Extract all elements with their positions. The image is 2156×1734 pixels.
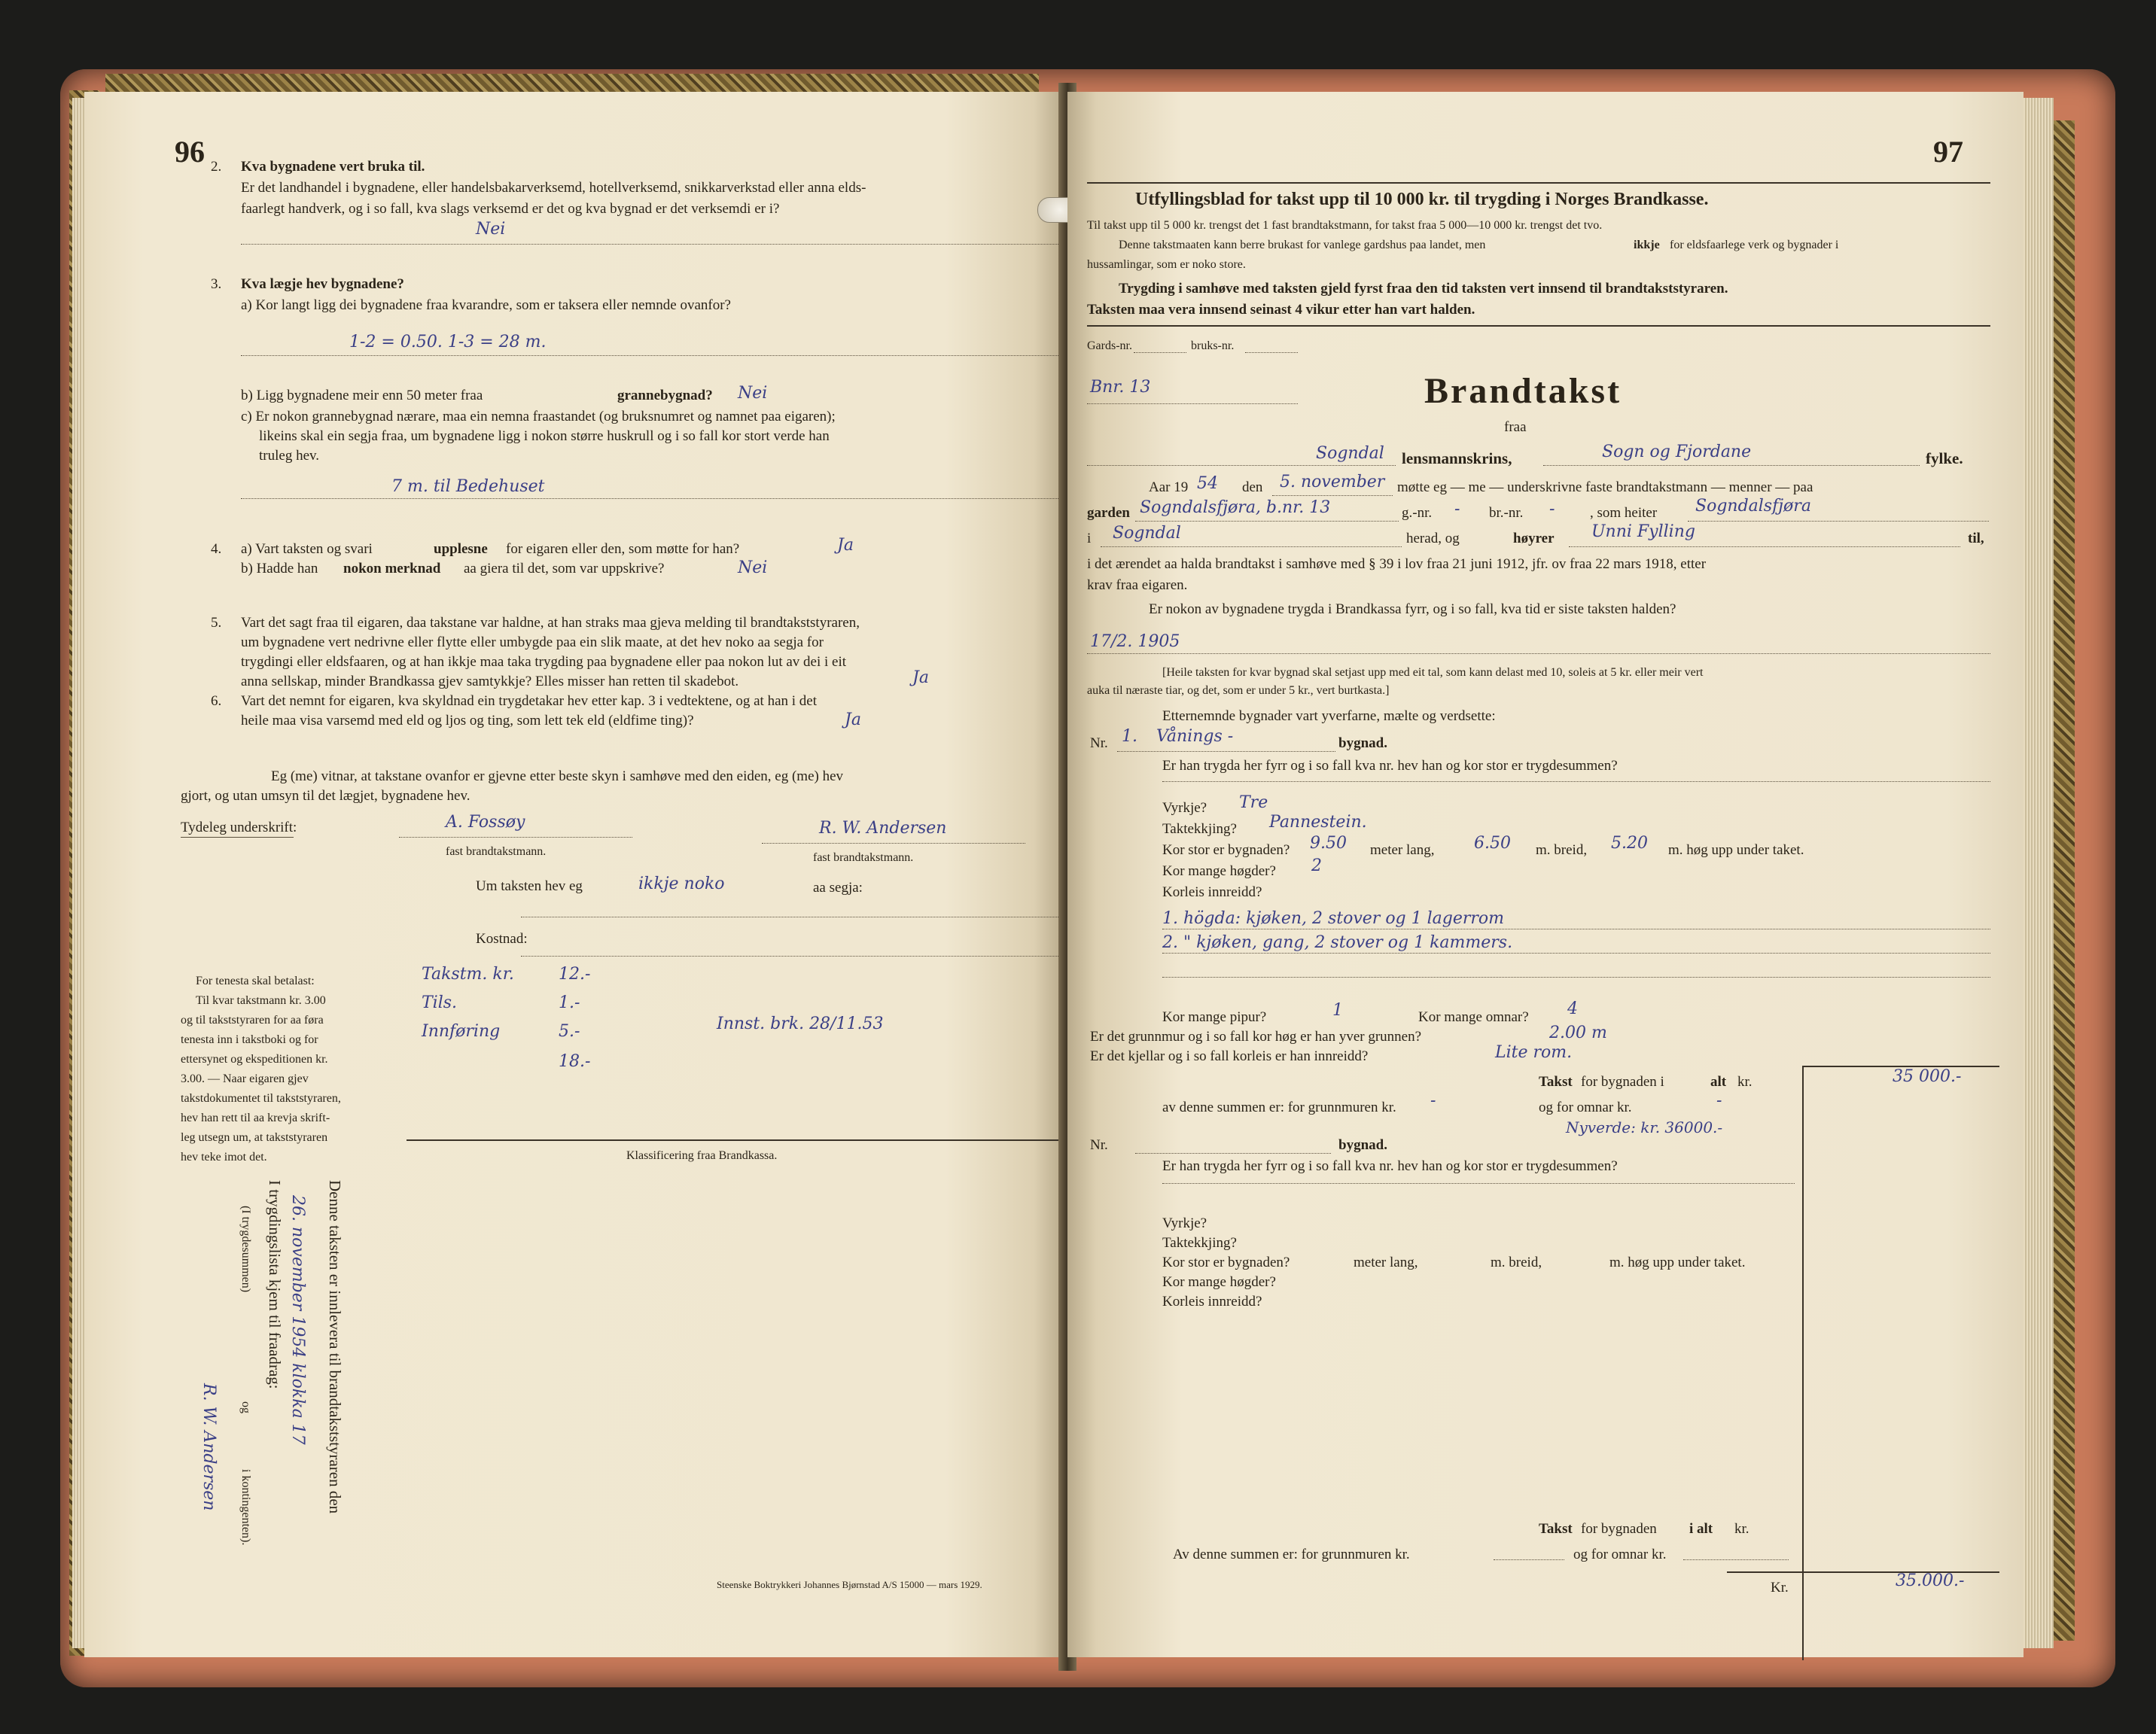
field-line xyxy=(1569,546,1960,547)
garden-handwritten: Sogndalsfjøra, b.nr. 13 xyxy=(1140,498,1331,517)
document-heading: Brandtakst xyxy=(1424,371,1622,411)
b1-pipur-handwritten: 1 xyxy=(1332,1001,1343,1020)
field-line xyxy=(1087,403,1298,404)
q2-text: Er det landhandel i bygnadene, eller handelsbakarverksemd, hotellverksemd, snikkarverkstad eller anna elds- xyxy=(241,180,866,196)
note-text: auka til næraste tiar, og det, som er under 5 kr., vert burtkasta.] xyxy=(1087,684,1390,697)
intro-text: hussamlingar, som er noko store. xyxy=(1087,258,1246,271)
cost-label: Takstm. kr. xyxy=(422,965,514,984)
signature-line xyxy=(399,837,632,838)
aar-handwritten: 54 xyxy=(1197,474,1218,493)
b1-tak-label: Taktekkjing? xyxy=(1162,821,1237,837)
answer-line xyxy=(1162,781,1990,782)
gards-label: Gards-nr. xyxy=(1087,339,1132,352)
rotated-text: I trygdingslista kjem til fraadrag: xyxy=(266,1180,284,1389)
q4b-pre: b) Hadde han xyxy=(241,561,318,576)
b1-omnar-sum: - xyxy=(1716,1091,1722,1110)
field-line xyxy=(1087,465,1396,466)
b1-grunnmur-sum: - xyxy=(1430,1091,1436,1110)
q4a-post: for eigaren eller den, som møtte for han? xyxy=(506,541,740,557)
intro-bold: ikkje xyxy=(1634,239,1660,251)
b2-bygnad-label: bygnad. xyxy=(1338,1137,1387,1153)
q5-text: um bygnadene vert nedrivne eller flytte eller umbygde paa ein slik maate, at det hev noko aa segja for xyxy=(241,634,824,650)
total-summen-label: Av denne summen er: for grunnmuren kr. xyxy=(1173,1547,1410,1562)
mote-text: møtte eg — me — underskrivne faste brandtakstmann — menner — paa xyxy=(1397,479,1813,495)
kostnad-label: Kostnad: xyxy=(476,931,528,947)
kommune-handwritten: Sogndal xyxy=(1316,444,1384,463)
field-line xyxy=(1494,1559,1564,1560)
q3b-text: b) Ligg bygnadene meir enn 50 meter fraa xyxy=(241,388,483,403)
total-handwritten: 35.000.- xyxy=(1896,1571,1965,1590)
answer-line xyxy=(1087,653,1990,654)
form-title: Utfyllingsblad for takst upp til 10 000 kr. til trygding i Norges Brandkasse. xyxy=(1135,190,1709,209)
b1-omnar-sum-label: og for omnar kr. xyxy=(1539,1100,1632,1115)
b2-hog-label: m. høg upp under taket. xyxy=(1609,1255,1746,1270)
field-line xyxy=(1688,521,1989,522)
b1-takst-label: Takst xyxy=(1539,1074,1573,1090)
b1-omnar-label: Kor mange omnar? xyxy=(1418,1009,1529,1025)
bruks-label: bruks-nr. xyxy=(1191,339,1235,352)
notice-bold: Trygding i samhøve med taksten gjeld fyrst fraa den tid taksten vert innsend til brandtakststyraren. xyxy=(1119,281,1728,297)
q2-number: 2. xyxy=(211,159,222,175)
fee-line: ettersynet og ekspeditionen kr. xyxy=(181,1053,328,1066)
b2-vyrkje-label: Vyrkje? xyxy=(1162,1215,1207,1231)
left-page xyxy=(84,92,1063,1657)
b1-name-handwritten: Vånings - xyxy=(1156,727,1234,746)
field-line xyxy=(1683,1559,1789,1560)
fee-line: Til kvar takstmann kr. 3.00 xyxy=(196,994,326,1007)
q3c-answer: 7 m. til Bedehuset xyxy=(391,477,545,496)
page-number: 96 xyxy=(175,135,205,169)
rotated-text: (I trygdesummen) xyxy=(239,1206,252,1293)
b1-kr-label: kr. xyxy=(1737,1074,1753,1090)
intro-text: Denne takstmaaten kann berre brukast for vanlege gardshus paa landet, men xyxy=(1119,239,1486,251)
q4b-bold: nokon merknad xyxy=(343,561,441,576)
b1-interior-handwritten: 1. högda: kjøken, 2 stover og 1 lagerrom xyxy=(1162,909,1505,928)
answer-line xyxy=(241,355,1099,356)
fee-line: og til takststyraren for aa føra xyxy=(181,1014,324,1027)
top-rule xyxy=(1087,182,1990,184)
b1-stor-label: Kor stor er bygnaden? xyxy=(1162,842,1290,858)
note-text: [Heile taksten for kvar bygnad skal setjast upp med eit tal, som kann delast med 10, soleis at 5 kr. eller meir vert xyxy=(1162,666,1704,679)
hoyrer-label: høyrer xyxy=(1513,531,1555,546)
b1-grunnmur-label: Er det grunnmur og i so fall kor høg er han yver grunnen? xyxy=(1090,1029,1422,1045)
cost-value: 1.- xyxy=(559,993,580,1012)
fylke-handwritten: Sogn og Fjordane xyxy=(1602,443,1752,461)
fee-line: hev teke imot det. xyxy=(181,1151,267,1164)
field-line xyxy=(1135,521,1399,522)
rotated-text: i kontingenten). xyxy=(239,1469,252,1546)
answer-line xyxy=(241,244,1099,245)
um-answer: ikkje noko xyxy=(638,875,725,893)
b2-question: Er han trygda her fyrr og i so fall kva nr. hev han og kor stor er trygdesummen? xyxy=(1162,1158,1618,1174)
q4b-answer: Nei xyxy=(738,558,768,577)
signature-1-role: fast brandtakstmann. xyxy=(446,845,547,858)
brnr-label: br.-nr. xyxy=(1489,505,1524,521)
signature-1: A. Fossøy xyxy=(446,813,525,832)
b1-lang-label: meter lang, xyxy=(1370,842,1435,858)
b2-tak-label: Taktekkjing? xyxy=(1162,1235,1237,1251)
fee-line: hev han rett til aa krevja skrift- xyxy=(181,1112,330,1124)
b1-takst-handwritten: 35 000.- xyxy=(1893,1067,1962,1086)
total-omnar-label: og for omnar kr. xyxy=(1573,1547,1667,1562)
heiter-label: , som heiter xyxy=(1590,505,1658,521)
aerend-text: i det ærendet aa halda brandtakst i samhøve med § 39 i lov fraa 21 juni 1912, jfr. ov fraa 22 mars 1918, etter xyxy=(1087,556,1707,572)
q3-title: Kva lægje hev bygnadene? xyxy=(241,276,404,292)
den-label: den xyxy=(1242,479,1263,495)
b1-hogder-label: Kor mange høgder? xyxy=(1162,863,1276,879)
b1-alt-label: alt xyxy=(1710,1074,1727,1090)
q6-number: 6. xyxy=(211,693,222,709)
cost-label: Innføring xyxy=(422,1022,501,1041)
b2-hogder-label: Kor mange høgder? xyxy=(1162,1274,1276,1290)
page-edges-right xyxy=(2024,98,2054,1648)
fee-line: tenesta inn i takstboki og for xyxy=(181,1033,318,1046)
rule xyxy=(181,837,294,838)
printer-imprint: Steenske Boktrykkeri Johannes Bjørnstad A/S 15000 — mars 1929. xyxy=(717,1579,982,1590)
fraa-label: fraa xyxy=(1504,419,1527,435)
q4b-post: aa giera til det, som var uppskrive? xyxy=(464,561,665,576)
gards-handwritten: Bnr. 13 xyxy=(1090,378,1151,397)
brnr-handwritten: - xyxy=(1549,500,1555,519)
fee-line: leg utsegn um, at takststyraren xyxy=(181,1131,328,1144)
total-ialt-label: i alt xyxy=(1689,1521,1713,1537)
date-handwritten: 5. november xyxy=(1280,473,1385,491)
b2-nr-label: Nr. xyxy=(1090,1137,1108,1153)
q5-answer: Ja xyxy=(912,668,929,687)
q5-number: 5. xyxy=(211,615,222,631)
notice-bold: Taksten maa vera innsend seinast 4 vikur etter han vart halden. xyxy=(1087,302,1475,318)
b1-interior-handwritten: 2. " kjøken, gang, 2 stover og 1 kammers. xyxy=(1162,933,1513,952)
cost-label: Tils. xyxy=(422,993,458,1012)
q5-text: trygdingi eller eldsfaaren, og at han ikkje maa taka trygding paa bygnadene eller paa nokon lut av dei i eit xyxy=(241,654,847,670)
field-line xyxy=(1117,751,1335,752)
q-fyrr-handwritten: 17/2. 1905 xyxy=(1090,632,1180,651)
answer-line xyxy=(1162,953,1990,954)
b2-breid-label: m. breid, xyxy=(1491,1255,1542,1270)
b2-innreidd-label: Korleis innreidd? xyxy=(1162,1294,1262,1310)
heiter-handwritten: Sogndalsfjøra xyxy=(1695,497,1811,516)
b1-breid-label: m. breid, xyxy=(1536,842,1588,858)
b1-grunnmur-handwritten: 2.00 m xyxy=(1549,1024,1607,1042)
answer-line xyxy=(521,956,1101,957)
q6-text: heile maa visa varsemd med eld og ljos og ting, som lett tek eld (eldfime ting)? xyxy=(241,713,694,729)
answer-line xyxy=(1162,977,1990,978)
total-takst-label: Takst xyxy=(1539,1521,1573,1537)
q4a-answer: Ja xyxy=(837,536,854,555)
answer-line xyxy=(241,498,1099,499)
q2-text: faarlegt handverk, og i so fall, kva slags verksemd er det og kva bygnad er det verksemdi er i? xyxy=(241,201,780,217)
klassificering-rule xyxy=(407,1139,1099,1141)
intro-text: for eldsfaarlege verk og bygnader i xyxy=(1670,239,1839,251)
signature-line xyxy=(762,843,1025,844)
b1-omnar-handwritten: 4 xyxy=(1567,999,1578,1018)
witness-text: Eg (me) vitnar, at takstane ovanfor er gjevne etter beste skyn i samhøve med den eiden, eg (me) hev xyxy=(271,768,844,784)
b1-pipur-label: Kor mange pipur? xyxy=(1162,1009,1267,1025)
total-kr2-label: Kr. xyxy=(1771,1580,1789,1596)
fee-line: 3.00. — Naar eigaren gjev xyxy=(181,1072,309,1085)
field-line xyxy=(1135,1153,1331,1154)
q3a-text: a) Kor langt ligg dei bygnadene fraa kvarandre, som er taksera eller nemnde ovanfor? xyxy=(241,297,731,313)
b1-nyverde-handwritten: Nyverde: kr. 36000.- xyxy=(1566,1118,1723,1136)
b1-nr-label: Nr. xyxy=(1090,735,1108,751)
intro-text: Til takst upp til 5 000 kr. trengst det 1 fast brandtakstmann, for takst fraa 5 000—10 000 kr. trengst det tvo. xyxy=(1087,219,1603,232)
b1-hogder-handwritten: 2 xyxy=(1311,856,1322,875)
gnr-label: g.-nr. xyxy=(1402,505,1433,521)
b1-hog-handwritten: 5.20 xyxy=(1611,834,1648,853)
q5-text: anna sellskap, minder Brandkassa gjev samtykkje? Elles misser han retten til skadebot. xyxy=(241,674,739,689)
right-page xyxy=(1067,92,2024,1657)
aar-label: Aar 19 xyxy=(1149,479,1189,495)
q4a-bold: upplesne xyxy=(434,541,488,557)
signature-2: R. W. Andersen xyxy=(819,819,947,838)
q3b-bold: grannebygnad? xyxy=(617,388,713,403)
cost-total: 18.- xyxy=(559,1052,591,1071)
b1-length-handwritten: 9.50 xyxy=(1310,834,1347,853)
q4-number: 4. xyxy=(211,541,222,557)
q2-answer: Nei xyxy=(476,220,506,239)
field-line xyxy=(1543,465,1920,466)
herad-handwritten: Sogndal xyxy=(1113,524,1181,543)
marbled-cover-top xyxy=(105,74,1039,93)
signature-2-role: fast brandtakstmann. xyxy=(813,851,914,864)
b1-takst-text: for bygnaden i xyxy=(1581,1074,1664,1090)
etternemnde-text: Etternemnde bygnader vart yverfarne, mælte og verdsette: xyxy=(1162,708,1496,724)
krins-label: lensmannskrins, xyxy=(1402,449,1512,467)
rotated-signature: R. W. Andersen xyxy=(199,1383,218,1511)
cost-value: 12.- xyxy=(559,965,591,984)
rule xyxy=(1087,325,1990,327)
um-text: Um taksten hev eg xyxy=(476,878,583,894)
b2-lang-label: meter lang, xyxy=(1354,1255,1418,1270)
fylke-label: fylke. xyxy=(1926,449,1963,467)
b1-breid-handwritten: 6.50 xyxy=(1474,834,1511,853)
field-line xyxy=(1101,546,1402,547)
garden-label: garden xyxy=(1087,505,1130,521)
b1-vyrkje-handwritten: Tre xyxy=(1239,793,1268,812)
owner-handwritten: Unni Fylling xyxy=(1591,522,1695,541)
q3b-answer: Nei xyxy=(738,384,768,403)
field-line xyxy=(1134,352,1186,353)
cost-value: 5.- xyxy=(559,1022,580,1041)
b1-tak-handwritten: Pannestein. xyxy=(1269,813,1367,832)
klassificering-label: Klassificering fraa Brandkassa. xyxy=(626,1149,778,1162)
signature-label: Tydeleg underskrift: xyxy=(181,820,297,835)
field-line xyxy=(1245,352,1298,353)
q3c-text: likeins skal ein segja fraa, um bygnadene ligg i nokon større huskrull og i so fall kor stort verde han xyxy=(259,428,830,444)
fee-line: takstdokumentet til takststyraren, xyxy=(181,1092,341,1105)
b1-hog-label: m. høg upp under taket. xyxy=(1668,842,1804,858)
herad-label: herad, og xyxy=(1406,531,1460,546)
witness-text: gjort, og utan umsyn til det lægjet, bygnadene hev. xyxy=(181,788,470,804)
q3c-text: truleg hev. xyxy=(259,448,320,464)
total-kr-label: kr. xyxy=(1734,1521,1749,1537)
b1-nr-handwritten: 1. xyxy=(1122,727,1137,746)
rotated-text: og xyxy=(239,1401,252,1413)
q3-number: 3. xyxy=(211,276,222,292)
i-label: i xyxy=(1087,531,1092,546)
q6-text: Vart det nemnt for eigaren, kva skyldnad ein trygdetakar hev etter kap. 3 i vedtektene, og at han i det xyxy=(241,693,818,709)
b1-kjellar-handwritten: Lite rom. xyxy=(1495,1043,1573,1062)
field-line xyxy=(1272,495,1393,496)
handwritten-date: Innst. brk. 28/11.53 xyxy=(717,1015,884,1033)
q3a-answer: 1-2 = 0.50. 1-3 = 28 m. xyxy=(349,333,547,351)
q-fyrr-text: Er nokon av bygnadene trygda i Brandkassa fyrr, og i so fall, kva tid er siste taksten halden? xyxy=(1149,601,1676,617)
b1-summen-label: av denne summen er: for grunnmuren kr. xyxy=(1162,1100,1396,1115)
b1-innreidd-label: Korleis innreidd? xyxy=(1162,884,1262,900)
q6-answer: Ja xyxy=(845,710,861,729)
q4a-pre: a) Vart taksten og svari xyxy=(241,541,373,557)
rotated-handwriting: 26. november 1954 klokka 17 xyxy=(288,1195,307,1445)
aerend-text: krav fraa eigaren. xyxy=(1087,577,1188,593)
page-number: 97 xyxy=(1933,135,1963,169)
total-takst-text: for bygnaden xyxy=(1581,1521,1657,1537)
til-label: til, xyxy=(1968,531,1984,546)
rotated-text: Denne taksten er innlevera til brandtakststyraren den xyxy=(326,1180,344,1514)
b1-kjellar-label: Er det kjellar og i so fall korleis er han innreidd? xyxy=(1090,1048,1369,1064)
b1-question: Er han trygda her fyrr og i so fall kva nr. hev han og kor stor er trygdesummen? xyxy=(1162,758,1618,774)
q3c-text: c) Er nokon grannebygnad nærare, maa ein nemna fraastandet (og bruksnumret og namnet paa eigaren); xyxy=(241,409,836,424)
b1-vyrkje-label: Vyrkje? xyxy=(1162,800,1207,816)
b1-bygnad-label: bygnad. xyxy=(1338,735,1387,751)
q2-title: Kva bygnadene vert bruka til. xyxy=(241,159,425,175)
fee-line: For tenesta skal betalast: xyxy=(196,975,315,987)
b2-stor-label: Kor stor er bygnaden? xyxy=(1162,1255,1290,1270)
um-text: aa segja: xyxy=(813,880,863,896)
gnr-handwritten: - xyxy=(1454,500,1460,519)
q5-text: Vart det sagt fraa til eigaren, daa takstane var haldne, at han straks maa gjeva melding til brandtakststyraren, xyxy=(241,615,860,631)
answer-line xyxy=(1162,1183,1795,1184)
